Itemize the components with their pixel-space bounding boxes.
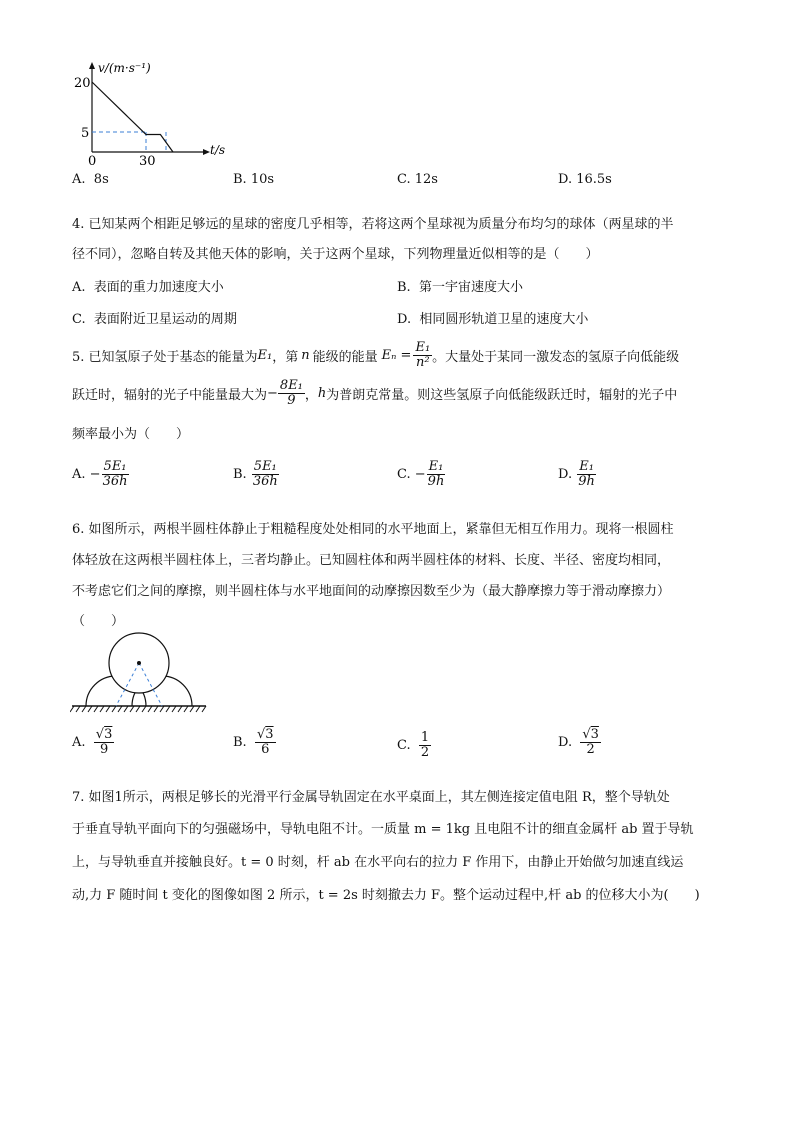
option-letter: A. — [72, 172, 86, 187]
q6-option-c[interactable] — [397, 731, 431, 760]
option-letter: B. — [233, 467, 247, 482]
velocity-time-graph — [60, 58, 240, 168]
option-fraction: $\frac{\text{E₁}}{9h}$ — [578, 459, 595, 489]
option-fraction: $\frac{√3}{2}$ — [582, 727, 599, 757]
q6-option-b[interactable] — [233, 727, 276, 757]
q5-text: 为普朗克常量。则这些氢原子向低能级跃迁时，辐射的光子中 — [326, 388, 678, 403]
option-letter: B. — [397, 280, 411, 295]
q6-stem-line3: 不考虑它们之间的摩擦，则半圆柱体与水平地面间的动摩擦因数至少为（最大静摩擦力等于滑动摩擦力） — [72, 584, 671, 599]
option-letter: C. — [397, 172, 411, 187]
option-sign: − — [89, 467, 101, 482]
q3-option-b[interactable] — [233, 172, 274, 187]
q7-stem-line1: 7. 如图1所示，两根足够长的光滑平行金属导轨固定在水平桌面上，其左侧连接定值电阻 R，整个导轨处 — [72, 790, 670, 805]
q5-text: 能级的能量 — [312, 350, 378, 365]
q3-option-d[interactable] — [558, 172, 612, 187]
x-axis-arrow — [203, 149, 210, 155]
option-letter: D. — [397, 312, 412, 327]
option-letter: D. — [558, 467, 573, 482]
q5-en-fraction: $\frac{\text{E₁}}{\text{n²}}$ — [415, 340, 431, 370]
option-sign: − — [414, 467, 426, 482]
option-text: 16.5s — [576, 172, 612, 187]
q5-stem-line3: 频率最小为（ ） — [72, 427, 190, 442]
option-letter: A. — [72, 280, 86, 295]
velocity-curve — [92, 82, 173, 152]
y-tick-20: 20 — [74, 76, 91, 91]
q5-text: ， — [304, 388, 318, 403]
option-fraction: $\frac{\text{5E₁}}{36h}$ — [102, 459, 128, 489]
option-fraction: $\frac{√3}{6}$ — [256, 727, 274, 757]
option-letter: D. — [558, 734, 573, 750]
option-text: 表面的重力加速度大小 — [93, 280, 224, 295]
q4-stem-line2: 径不同），忽略自转及其他天体的影响，关于这两个星球，下列物理量近似相等的是（ ） — [72, 247, 599, 262]
q3-option-c[interactable] — [397, 172, 438, 187]
option-text: 10s — [250, 172, 275, 187]
q4-option-a[interactable] — [72, 276, 224, 295]
q5-symbol-e1: E₁ — [257, 348, 273, 363]
option-fraction: $\frac{\text{5E₁}}{36h}$ — [252, 459, 278, 489]
option-text: 第一宇宙速度大小 — [418, 280, 523, 295]
x-axis-label: t/s — [210, 143, 226, 157]
q6-stem-line4: （ ） — [72, 614, 125, 629]
q7-stem-line2: 于垂直导轨平面向下的匀强磁场中，导轨电阻不计。一质量 m = 1kg 且电阻不计的细直金属杆 ab 置于导轨 — [72, 822, 694, 837]
q6-option-d[interactable] — [558, 727, 601, 757]
option-fraction: $\frac{1}{2}$ — [420, 730, 430, 760]
q6-stem-line1: 6. 如图所示，两根半圆柱体静止于粗糙程度处处相同的水平地面上，紧靠但无相互作用力。现将一根圆柱 — [72, 522, 674, 537]
option-letter: C. — [397, 738, 411, 753]
option-letter: C. — [397, 467, 411, 482]
top-cylinder-center-dot — [137, 661, 141, 665]
option-letter: B. — [233, 172, 247, 187]
q4-option-c[interactable] — [72, 308, 237, 327]
x-tick-0: 0 — [88, 154, 97, 168]
option-letter: A. — [72, 467, 86, 482]
q5-text: 5. 已知氢原子处于基态的能量为 — [72, 350, 258, 365]
y-axis-arrow — [89, 62, 95, 69]
option-text: 12s — [414, 172, 438, 187]
option-letter: C. — [72, 312, 86, 327]
cylinder-diagram — [70, 632, 210, 714]
q4-option-b[interactable] — [397, 276, 523, 295]
y-axis-label: v/(m·s⁻¹) — [98, 61, 151, 75]
q7-stem-line3: 上，与导轨垂直并接触良好。t = 0 时刻，杆 ab 在水平向右的拉力 F 作用下，由静止开始做匀加速直线运 — [72, 855, 684, 870]
option-text: 相同圆形轨道卫星的速度大小 — [419, 312, 589, 327]
option-text: 表面附近卫星运动的周期 — [93, 312, 237, 327]
q6-option-a[interactable] — [72, 727, 114, 757]
q5-option-b[interactable] — [233, 460, 280, 489]
q4-option-d[interactable] — [397, 308, 588, 327]
q5-stem-line2 — [72, 379, 677, 408]
q3-option-a[interactable] — [72, 172, 109, 187]
option-letter: B. — [233, 734, 247, 750]
ground-hatching — [70, 706, 206, 712]
q5-option-c[interactable] — [397, 460, 446, 489]
option-fraction: $\frac{√3}{9}$ — [95, 727, 113, 757]
q5-stem-line1 — [72, 341, 679, 370]
q4-stem-line1: 4. 已知某两个相距足够远的星球的密度几乎相等，若将这两个星球视为质量分布均匀的球体（两星球的半 — [72, 217, 674, 232]
q5-option-a[interactable] — [72, 460, 130, 489]
q5-max-fraction: $\frac{\text{8E₁}}{9}$ — [279, 378, 303, 408]
q7-stem-line4: 动,力 F 随时间 t 变化的图像如图 2 所示，t = 2s 时刻撤去力 F。整个运动过程中,杆 ab 的位移大小为( ) — [72, 888, 700, 903]
option-letter: A. — [72, 734, 86, 750]
x-tick-30: 30 — [139, 154, 156, 168]
q5-text: 。大量处于某同一激发态的氢原子向低能级 — [432, 350, 680, 365]
y-tick-5: 5 — [81, 126, 90, 141]
q5-option-d[interactable] — [558, 460, 597, 489]
option-text: 8s — [93, 172, 109, 187]
q6-stem-line2: 体轻放在这两根半圆柱体上，三者均静止。已知圆柱体和两半圆柱体的材料、长度、半径、密度均相同， — [72, 553, 671, 568]
q5-text: 跃迁时，辐射的光子中能量最大为 — [72, 388, 268, 403]
q5-symbol-h: h — [317, 386, 327, 401]
q5-symbol-n: n — [301, 348, 310, 363]
q5-symbol-en: Eₙ = — [381, 348, 412, 363]
option-letter: D. — [558, 172, 573, 187]
option-fraction: $\frac{\text{E₁}}{9h}$ — [427, 459, 445, 489]
q5-text: ，第 — [272, 350, 299, 365]
q5-minus: − — [267, 386, 278, 401]
